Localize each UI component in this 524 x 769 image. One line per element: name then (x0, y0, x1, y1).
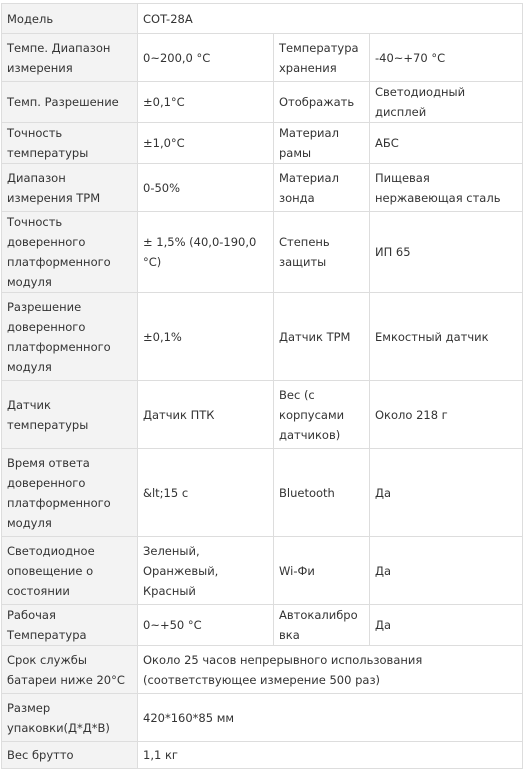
spec-label: Разрешение доверенного платформенного модуля (2, 293, 138, 381)
table-row (2, 4, 523, 34)
spec-label: Модель (2, 4, 138, 34)
spec-label: Bluetooth (274, 449, 370, 537)
spec-label: Материал зонда (274, 164, 370, 212)
spec-value: ИП 65 (370, 212, 523, 293)
spec-value: &lt;15 с (138, 449, 274, 537)
spec-value: -40~+70 °C (370, 34, 523, 82)
table-row (2, 381, 523, 449)
spec-table (1, 3, 523, 769)
spec-value: ±0,1°C (138, 82, 274, 123)
spec-label: Рабочая Температура (2, 605, 138, 646)
spec-label: Wi-Фи (274, 537, 370, 605)
table-row (2, 605, 523, 646)
spec-value: 0~200,0 °C (138, 34, 274, 82)
spec-value: ±1,0°C (138, 123, 274, 164)
table-row (2, 293, 523, 381)
spec-value: Зеленый, Оранжевый, Красный (138, 537, 274, 605)
table-row (2, 123, 523, 164)
spec-value: Датчик ПТК (138, 381, 274, 449)
spec-label: Отображать (274, 82, 370, 123)
spec-value: Да (370, 537, 523, 605)
spec-label: Автокалибровка (274, 605, 370, 646)
spec-value: 420*160*85 мм (138, 694, 523, 742)
spec-value: 0~+50 °C (138, 605, 274, 646)
spec-label: Степень защиты (274, 212, 370, 293)
spec-value: 0-50% (138, 164, 274, 212)
spec-label: Темп. Разрешение (2, 82, 138, 123)
spec-label: Датчик TPM (274, 293, 370, 381)
spec-label: Вес брутто (2, 742, 138, 769)
spec-label: Температура хранения (274, 34, 370, 82)
spec-label: Материал рамы (274, 123, 370, 164)
spec-value: ±0,1% (138, 293, 274, 381)
spec-label: Точность доверенного платформенного модуля (2, 212, 138, 293)
table-row (2, 537, 523, 605)
spec-label: Срок службы батареи ниже 20°C (2, 646, 138, 694)
spec-label: Вес (с корпусами датчиков) (274, 381, 370, 449)
table-row (2, 212, 523, 293)
spec-value: Да (370, 605, 523, 646)
table-row (2, 742, 523, 769)
spec-value: Около 218 г (370, 381, 523, 449)
spec-label: Темпе. Диапазон измерения (2, 34, 138, 82)
table-row (2, 34, 523, 82)
spec-label: Время ответа доверенного платформенного модуля (2, 449, 138, 537)
spec-value: Пищевая нержавеющая сталь (370, 164, 523, 212)
spec-value: 1,1 кг (138, 742, 523, 769)
table-row (2, 164, 523, 212)
spec-label: Датчик температуры (2, 381, 138, 449)
table-row (2, 449, 523, 537)
spec-value: COT-28A (138, 4, 523, 34)
spec-label: Диапазон измерения TPM (2, 164, 138, 212)
spec-label: Точность температуры (2, 123, 138, 164)
table-row (2, 646, 523, 694)
spec-value: АБС (370, 123, 523, 164)
table-row (2, 82, 523, 123)
spec-value: Емкостный датчик (370, 293, 523, 381)
spec-value: Светодиодный дисплей (370, 82, 523, 123)
spec-value: ± 1,5% (40,0-190,0 °C) (138, 212, 274, 293)
spec-label: Размер упаковки(Д*Д*В) (2, 694, 138, 742)
spec-label: Светодиодное оповещение о состоянии (2, 537, 138, 605)
spec-value: Около 25 часов непрерывного использования (соответствующее измерение 500 раз) (138, 646, 523, 694)
spec-value: Да (370, 449, 523, 537)
